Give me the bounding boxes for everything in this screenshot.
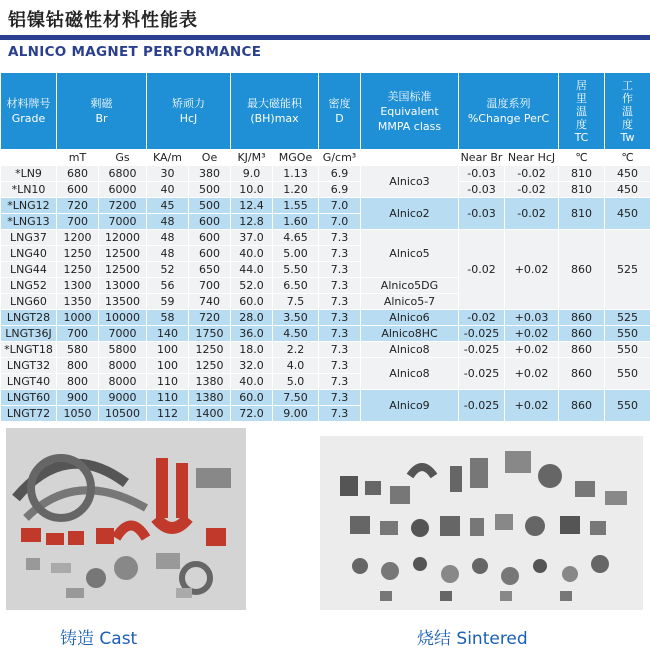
- near-hcj-cell: -0.02: [505, 166, 559, 182]
- table-row: [1, 342, 650, 358]
- near-br-cell: -0.025: [459, 390, 505, 422]
- br-gs-cell: 7200: [99, 198, 147, 214]
- hcj-oe-cell: 1250: [189, 358, 231, 374]
- bh-kj-cell: 40.0: [231, 374, 273, 390]
- mmpa-cell: Alnico6: [361, 310, 459, 326]
- near-hcj-cell: +0.02: [505, 342, 559, 358]
- sintered-magnets-illustration: [320, 436, 643, 610]
- grade-cell: LNGT40: [1, 374, 57, 390]
- bh-kj-cell: 37.0: [231, 230, 273, 246]
- bh-kj-cell: 60.0: [231, 294, 273, 310]
- near-hcj-cell: +0.03: [505, 310, 559, 326]
- table-row: [1, 358, 650, 374]
- br-mt-cell: 720: [57, 198, 99, 214]
- br-gs-cell: 7000: [99, 214, 147, 230]
- bh-mgoe-cell: 5.50: [273, 262, 319, 278]
- table-row: [1, 182, 650, 198]
- tc-cell: 810: [559, 198, 605, 230]
- grade-cell: LNG37: [1, 230, 57, 246]
- bh-mgoe-cell: 2.2: [273, 342, 319, 358]
- header-temp-coeff: 温度系列 %Change PerC: [459, 73, 559, 150]
- grade-cell: LNGT28: [1, 310, 57, 326]
- table-row: [1, 230, 650, 246]
- header-tw: 工 作 温 度 Tw: [605, 73, 650, 150]
- br-mt-cell: 580: [57, 342, 99, 358]
- density-cell: 7.3: [319, 246, 361, 262]
- br-mt-cell: 1300: [57, 278, 99, 294]
- mmpa-cell: Alnico8: [361, 358, 459, 390]
- hcj-ka-cell: 100: [147, 342, 189, 358]
- grade-cell: LNG60: [1, 294, 57, 310]
- header-bhmax: 最大磁能积 (BH)max: [231, 73, 319, 150]
- units-row: [1, 150, 650, 166]
- header-br: 剩磁 Br: [57, 73, 147, 150]
- tw-cell: 525: [605, 230, 650, 310]
- mmpa-cell: Alnico3: [361, 166, 459, 198]
- hcj-ka-cell: 48: [147, 246, 189, 262]
- grade-cell: *LNG13: [1, 214, 57, 230]
- mmpa-cell: Alnico5-7: [361, 294, 459, 310]
- hcj-ka-cell: 58: [147, 310, 189, 326]
- bh-kj-cell: 28.0: [231, 310, 273, 326]
- near-br-cell: -0.025: [459, 358, 505, 390]
- bh-mgoe-cell: 4.0: [273, 358, 319, 374]
- bh-mgoe-cell: 5.0: [273, 374, 319, 390]
- bh-kj-cell: 12.4: [231, 198, 273, 214]
- table-row: [1, 326, 650, 342]
- tw-cell: 450: [605, 182, 650, 198]
- br-gs-cell: 12000: [99, 230, 147, 246]
- density-cell: 7.3: [319, 230, 361, 246]
- br-gs-cell: 8000: [99, 374, 147, 390]
- near-br-cell: -0.02: [459, 310, 505, 326]
- br-mt-cell: 900: [57, 390, 99, 406]
- hcj-ka-cell: 45: [147, 198, 189, 214]
- sintered-magnets-photo: [320, 436, 643, 610]
- grade-cell: LNGT36J: [1, 326, 57, 342]
- br-gs-cell: 12500: [99, 262, 147, 278]
- bh-mgoe-cell: 7.50: [273, 390, 319, 406]
- page-title-en: ALNICO MAGNET PERFORMANCE: [8, 44, 262, 60]
- br-mt-cell: 1250: [57, 262, 99, 278]
- bh-mgoe-cell: 4.65: [273, 230, 319, 246]
- br-gs-cell: 13500: [99, 294, 147, 310]
- hcj-oe-cell: 700: [189, 278, 231, 294]
- density-cell: 7.3: [319, 374, 361, 390]
- tc-cell: 860: [559, 342, 605, 358]
- performance-table-wrapper: [0, 72, 650, 422]
- bh-kj-cell: 52.0: [231, 278, 273, 294]
- br-gs-cell: 12500: [99, 246, 147, 262]
- br-gs-cell: 7000: [99, 326, 147, 342]
- br-gs-cell: 8000: [99, 358, 147, 374]
- density-cell: 7.3: [319, 406, 361, 422]
- table-row: [1, 390, 650, 406]
- bh-kj-cell: 9.0: [231, 166, 273, 182]
- hcj-oe-cell: 500: [189, 198, 231, 214]
- bh-kj-cell: 36.0: [231, 326, 273, 342]
- near-br-cell: -0.03: [459, 182, 505, 198]
- br-mt-cell: 1000: [57, 310, 99, 326]
- tc-cell: 860: [559, 390, 605, 422]
- unit-cell: KA/m: [147, 150, 189, 166]
- grade-cell: *LNGT18: [1, 342, 57, 358]
- near-br-cell: -0.03: [459, 166, 505, 182]
- grade-cell: *LN10: [1, 182, 57, 198]
- br-mt-cell: 680: [57, 166, 99, 182]
- hcj-oe-cell: 1750: [189, 326, 231, 342]
- tc-cell: 810: [559, 166, 605, 182]
- hcj-ka-cell: 48: [147, 214, 189, 230]
- hcj-ka-cell: 100: [147, 358, 189, 374]
- cast-magnets-photo: [6, 428, 246, 610]
- br-gs-cell: 6800: [99, 166, 147, 182]
- br-gs-cell: 9000: [99, 390, 147, 406]
- table-row: [1, 166, 650, 182]
- mmpa-cell: Alnico5DG: [361, 278, 459, 294]
- bh-mgoe-cell: 1.13: [273, 166, 319, 182]
- hcj-ka-cell: 48: [147, 230, 189, 246]
- tw-cell: 550: [605, 358, 650, 390]
- grade-cell: *LN9: [1, 166, 57, 182]
- br-mt-cell: 600: [57, 182, 99, 198]
- density-cell: 7.3: [319, 358, 361, 374]
- tc-cell: 860: [559, 230, 605, 310]
- unit-cell: KJ/M³: [231, 150, 273, 166]
- unit-cell: G/cm³: [319, 150, 361, 166]
- br-gs-cell: 10000: [99, 310, 147, 326]
- hcj-ka-cell: 59: [147, 294, 189, 310]
- near-hcj-cell: -0.02: [505, 198, 559, 230]
- br-gs-cell: 6000: [99, 182, 147, 198]
- br-mt-cell: 800: [57, 358, 99, 374]
- bh-mgoe-cell: 1.55: [273, 198, 319, 214]
- near-br-cell: -0.025: [459, 326, 505, 342]
- unit-cell: Near HcJ: [505, 150, 559, 166]
- br-mt-cell: 1250: [57, 246, 99, 262]
- unit-cell: ℃: [605, 150, 650, 166]
- unit-cell: Gs: [99, 150, 147, 166]
- tc-cell: 860: [559, 326, 605, 342]
- hcj-oe-cell: 500: [189, 182, 231, 198]
- hcj-ka-cell: 110: [147, 374, 189, 390]
- br-mt-cell: 1350: [57, 294, 99, 310]
- density-cell: 7.0: [319, 198, 361, 214]
- cast-magnets-illustration: [6, 428, 246, 610]
- bh-mgoe-cell: 6.50: [273, 278, 319, 294]
- grade-cell: LNG40: [1, 246, 57, 262]
- page-title-cn: 铝镍钴磁性材料性能表: [8, 10, 198, 31]
- bh-kj-cell: 32.0: [231, 358, 273, 374]
- grade-cell: *LNG12: [1, 198, 57, 214]
- near-hcj-cell: +0.02: [505, 390, 559, 422]
- tw-cell: 450: [605, 166, 650, 182]
- near-hcj-cell: -0.02: [505, 182, 559, 198]
- header-density: 密度 D: [319, 73, 361, 150]
- grade-cell: LNGT60: [1, 390, 57, 406]
- bh-kj-cell: 18.0: [231, 342, 273, 358]
- unit-cell: Oe: [189, 150, 231, 166]
- tc-cell: 810: [559, 182, 605, 198]
- density-cell: 6.9: [319, 166, 361, 182]
- br-mt-cell: 700: [57, 326, 99, 342]
- tc-cell: 860: [559, 310, 605, 326]
- grade-cell: LNGT32: [1, 358, 57, 374]
- unit-cell: Near Br: [459, 150, 505, 166]
- hcj-ka-cell: 140: [147, 326, 189, 342]
- hcj-oe-cell: 380: [189, 166, 231, 182]
- mmpa-cell: Alnico5: [361, 230, 459, 278]
- br-mt-cell: 700: [57, 214, 99, 230]
- density-cell: 6.9: [319, 182, 361, 198]
- bh-kj-cell: 60.0: [231, 390, 273, 406]
- hcj-oe-cell: 600: [189, 214, 231, 230]
- hcj-ka-cell: 110: [147, 390, 189, 406]
- density-cell: 7.3: [319, 310, 361, 326]
- mmpa-cell: Alnico8HC: [361, 326, 459, 342]
- density-cell: 7.3: [319, 342, 361, 358]
- br-gs-cell: 10500: [99, 406, 147, 422]
- bh-mgoe-cell: 9.00: [273, 406, 319, 422]
- mmpa-cell: Alnico8: [361, 342, 459, 358]
- tw-cell: 550: [605, 342, 650, 358]
- hcj-ka-cell: 40: [147, 182, 189, 198]
- header-hcj: 矫顽力 HcJ: [147, 73, 231, 150]
- near-hcj-cell: +0.02: [505, 326, 559, 342]
- br-mt-cell: 1050: [57, 406, 99, 422]
- bh-mgoe-cell: 1.60: [273, 214, 319, 230]
- bh-mgoe-cell: 3.50: [273, 310, 319, 326]
- hcj-oe-cell: 600: [189, 246, 231, 262]
- density-cell: 7.0: [319, 214, 361, 230]
- near-hcj-cell: +0.02: [505, 358, 559, 390]
- grade-cell: LNG52: [1, 278, 57, 294]
- bh-mgoe-cell: 7.5: [273, 294, 319, 310]
- mmpa-cell: Alnico9: [361, 390, 459, 422]
- tw-cell: 550: [605, 326, 650, 342]
- near-br-cell: -0.03: [459, 198, 505, 230]
- tc-cell: 860: [559, 358, 605, 390]
- bh-kj-cell: 12.8: [231, 214, 273, 230]
- br-gs-cell: 13000: [99, 278, 147, 294]
- hcj-oe-cell: 600: [189, 230, 231, 246]
- hcj-oe-cell: 720: [189, 310, 231, 326]
- br-gs-cell: 5800: [99, 342, 147, 358]
- unit-cell: ℃: [559, 150, 605, 166]
- br-mt-cell: 1200: [57, 230, 99, 246]
- unit-cell: mT: [57, 150, 99, 166]
- tw-cell: 525: [605, 310, 650, 326]
- bh-mgoe-cell: 1.20: [273, 182, 319, 198]
- performance-table: [0, 72, 650, 422]
- bh-kj-cell: 44.0: [231, 262, 273, 278]
- header-mmpa: 美国标准 Equivalent MMPA class: [361, 73, 459, 150]
- hcj-ka-cell: 52: [147, 262, 189, 278]
- table-row: [1, 310, 650, 326]
- table-row: [1, 198, 650, 214]
- density-cell: 7.3: [319, 390, 361, 406]
- bh-mgoe-cell: 4.50: [273, 326, 319, 342]
- hcj-ka-cell: 56: [147, 278, 189, 294]
- hcj-ka-cell: 112: [147, 406, 189, 422]
- hcj-oe-cell: 1380: [189, 390, 231, 406]
- title-divider: [0, 35, 650, 40]
- bh-kj-cell: 10.0: [231, 182, 273, 198]
- unit-cell: MGOe: [273, 150, 319, 166]
- hcj-oe-cell: 1400: [189, 406, 231, 422]
- mmpa-cell: Alnico2: [361, 198, 459, 230]
- bh-kj-cell: 40.0: [231, 246, 273, 262]
- hcj-oe-cell: 1380: [189, 374, 231, 390]
- grade-cell: LNGT72: [1, 406, 57, 422]
- near-br-cell: -0.025: [459, 342, 505, 358]
- bh-kj-cell: 72.0: [231, 406, 273, 422]
- caption-sintered: 烧结 Sintered: [417, 629, 528, 649]
- hcj-oe-cell: 1250: [189, 342, 231, 358]
- br-mt-cell: 800: [57, 374, 99, 390]
- header-grade: 材料牌号 Grade: [1, 73, 57, 150]
- bh-mgoe-cell: 5.00: [273, 246, 319, 262]
- tw-cell: 550: [605, 390, 650, 422]
- unit-cell: [361, 150, 459, 166]
- near-hcj-cell: +0.02: [505, 230, 559, 310]
- density-cell: 7.3: [319, 278, 361, 294]
- header-tc: 居 里 温 度 TC: [559, 73, 605, 150]
- density-cell: 7.3: [319, 294, 361, 310]
- caption-cast: 铸造 Cast: [60, 629, 138, 649]
- density-cell: 7.3: [319, 262, 361, 278]
- density-cell: 7.3: [319, 326, 361, 342]
- grade-cell: LNG44: [1, 262, 57, 278]
- hcj-oe-cell: 650: [189, 262, 231, 278]
- near-br-cell: -0.02: [459, 230, 505, 310]
- hcj-oe-cell: 740: [189, 294, 231, 310]
- hcj-ka-cell: 30: [147, 166, 189, 182]
- tw-cell: 450: [605, 198, 650, 230]
